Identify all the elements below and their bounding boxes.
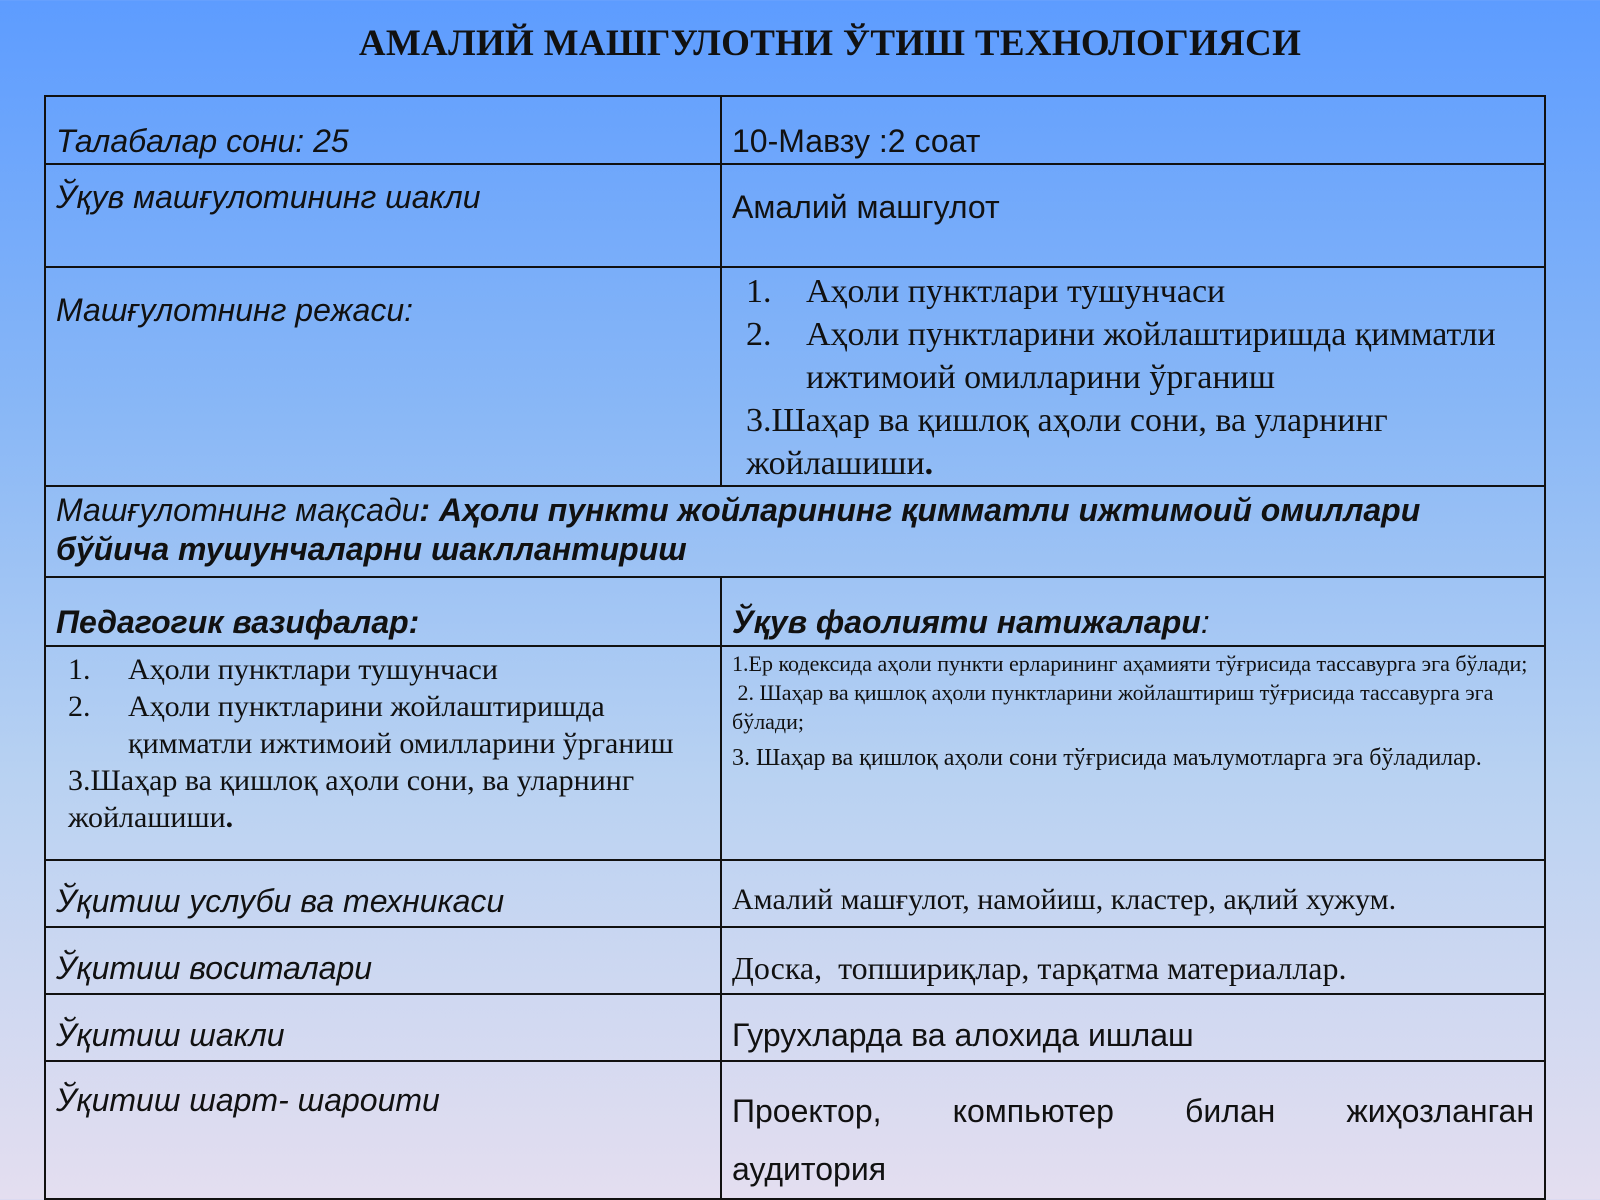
teaching-form-label: Ўқитиш шакли (45, 994, 721, 1061)
table-row (45, 96, 1545, 164)
table-row (45, 860, 1545, 927)
tasks-item-3 (68, 762, 710, 836)
technology-table (44, 95, 1546, 1200)
table-row (45, 927, 1545, 994)
plan-list (746, 270, 1534, 399)
goal-label: Машғулотнинг мақсади (56, 492, 420, 528)
list-item (68, 688, 710, 762)
table-row (45, 267, 1545, 486)
list-item-text: Аҳоли пунктларини жойлаштиришда қимматли ижтимоий омилларини ўрганиш (806, 316, 1496, 396)
method-label: Ўқитиш услуби ва техникаси (45, 860, 721, 927)
goal-cell (45, 486, 1545, 577)
teaching-form-value: Гурухларда ва алохида ишлаш (721, 994, 1545, 1061)
tasks-item-3-text: 3.Шаҳар ва қишлоқ аҳоли сони, ва уларнинг жойлашиши (68, 764, 635, 834)
table-row (45, 164, 1545, 267)
list-number: 2. (68, 690, 91, 723)
table-row (45, 486, 1545, 577)
results-header-colon: : (1200, 604, 1210, 640)
list-number: 2. (746, 316, 772, 353)
conditions-value (721, 1061, 1545, 1199)
lesson-form-label: Ўқув машғулотининг шакли (45, 164, 721, 267)
method-value: Амалий машғулот, намойиш, кластер, ақлий хужум. (721, 860, 1545, 927)
tools-label: Ўқитиш воситалари (45, 927, 721, 994)
lesson-form-value: Амалий машгулот (721, 164, 1545, 267)
goal-text: : Аҳоли пункти жойларининг қимматли ижтимоий омиллари бўйича тушунчаларни шакллантириш (56, 492, 1421, 567)
page-title: АМАЛИЙ МАШГУЛОТНИ ЎТИШ ТЕХНОЛОГИЯСИ (358, 23, 1302, 64)
list-item-text: Аҳоли пунктлари тушунчаси (806, 273, 1226, 310)
results-list-cell (721, 646, 1545, 860)
plan-list-cell (721, 267, 1545, 486)
table-row (45, 646, 1545, 860)
table-row (45, 577, 1545, 646)
tools-value: Доска, топшириқлар, тарқатма материаллар. (721, 927, 1545, 994)
plan-label: Машғулотнинг режаси: (45, 267, 721, 486)
list-item (746, 270, 1534, 313)
list-number: 1. (746, 273, 772, 310)
list-item-text: Аҳоли пунктлари тушунчаси (128, 653, 498, 686)
tasks-header: Педагогик вазифалар: (45, 577, 721, 646)
table-row (45, 1061, 1545, 1199)
conditions-label: Ўқитиш шарт- шароити (45, 1061, 721, 1199)
tasks-list-cell (45, 646, 721, 860)
list-item (746, 313, 1534, 399)
plan-item-3 (746, 399, 1534, 485)
topic-value: 10-Мавзу :2 соат (721, 96, 1545, 164)
tasks-item-3-end: . (225, 801, 234, 834)
list-item-text: Аҳоли пунктларини жойлаштиришда қимматли ижтимоий омилларини ўрганиш (128, 690, 674, 760)
conditions-line-1: Проектор, компьютер билан жиҳозланган (732, 1093, 1534, 1129)
table-row (45, 994, 1545, 1061)
result-item: 2. Шаҳар ва қишлоқ аҳоли пунктларини жойлаштириш тўғрисида тассавурга эга бўлади; (732, 680, 1499, 734)
list-number: 1. (68, 653, 91, 686)
result-item: 3. Шаҳар ва қишлоқ аҳоли сони тўғрисида маълумотларга эга бўладилар. (732, 745, 1482, 771)
plan-item-3-end: . (924, 445, 934, 482)
results-header-cell (721, 577, 1545, 646)
list-item (68, 651, 710, 688)
conditions-line-2: аудитория (732, 1151, 887, 1187)
result-item: 1.Ер кодексида аҳоли пункти ерларининг аҳамияти тўғрисида тассавурга эга бўлади; (732, 651, 1528, 676)
students-count-label: Талабалар сони: 25 (45, 96, 721, 164)
plan-item-3-text: 3.Шаҳар ва қишлоқ аҳоли сони, ва уларнинг жойлашиши (746, 402, 1388, 482)
tasks-list (68, 651, 710, 762)
results-header: Ўқув фаолияти натижалари (732, 604, 1201, 640)
